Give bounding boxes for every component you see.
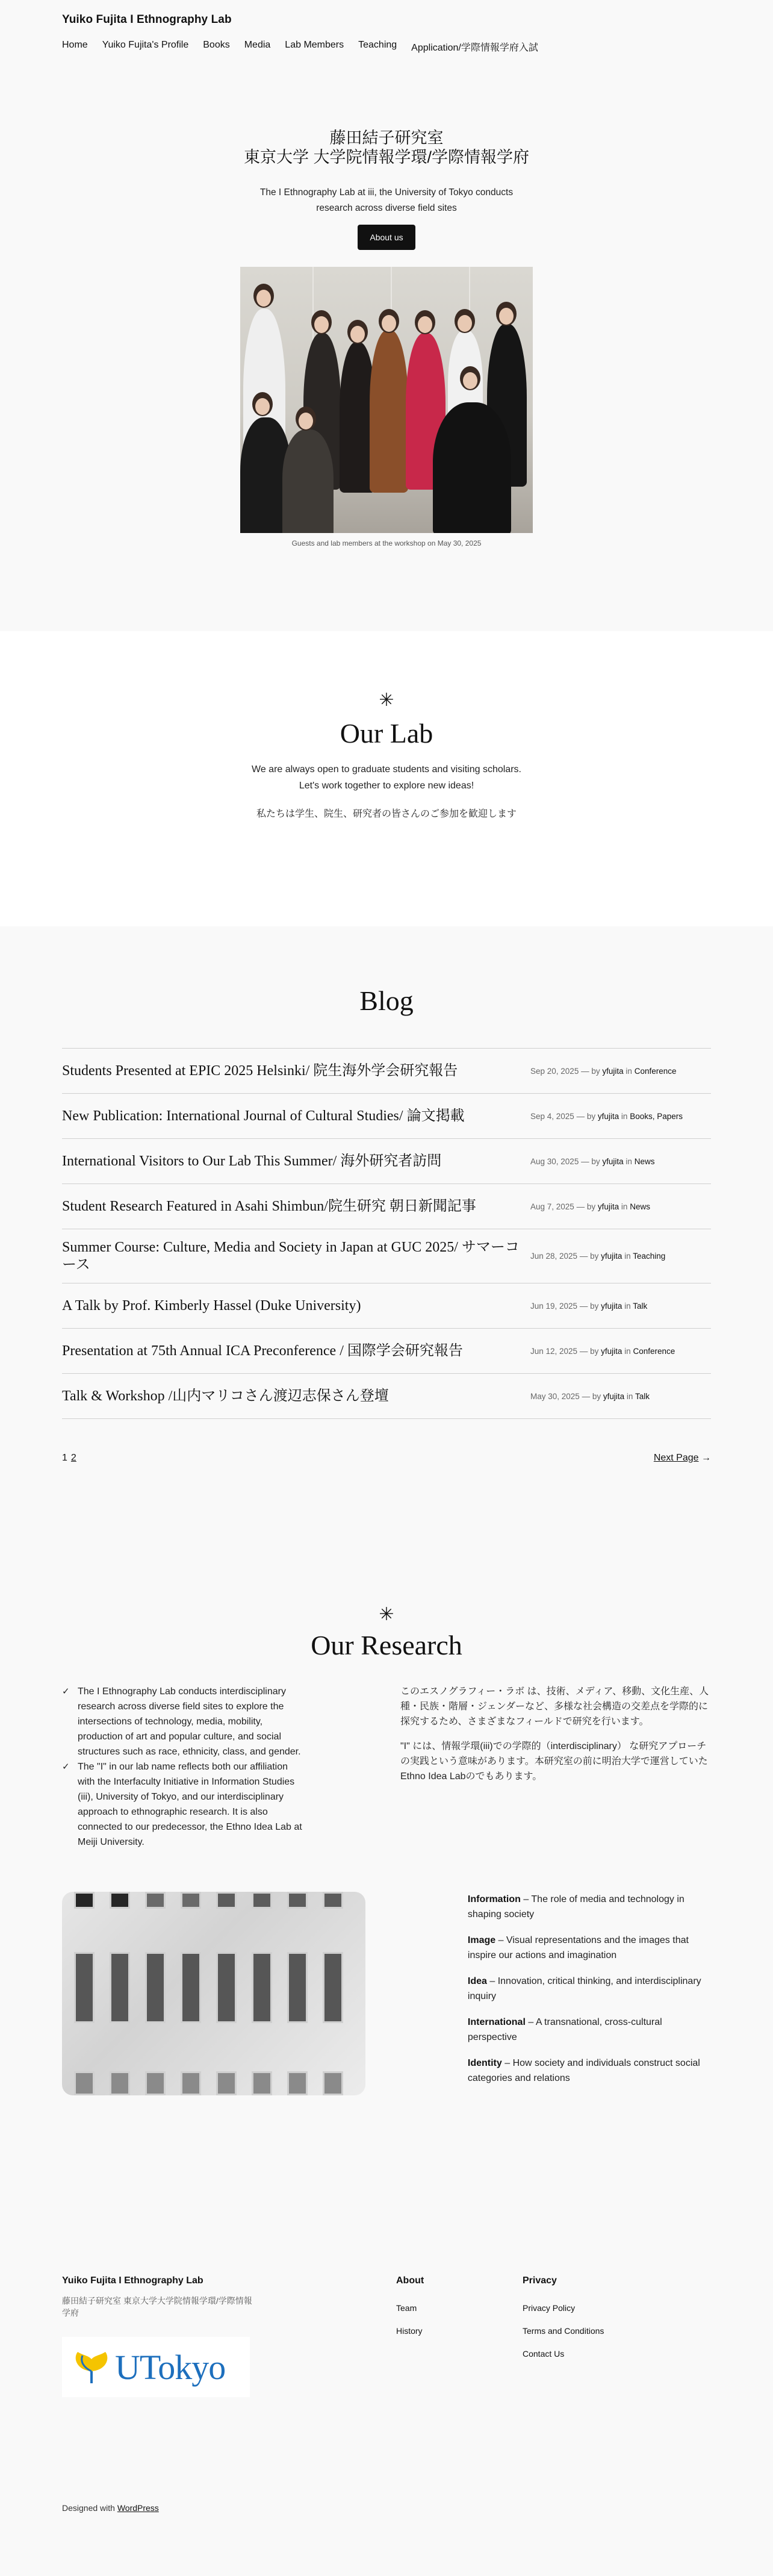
footer-about-heading: About [396,2275,424,2286]
ginkgo-leaf-icon [72,2347,111,2387]
post-title-link[interactable]: New Publication: International Journal of Cultural Studies/ 論文掲載 [62,1108,465,1124]
post-row [62,1374,711,1419]
post-meta: Sep 4, 2025 — by yfujita in Books, Papers [530,1111,683,1121]
footer-link-team[interactable]: Team [396,2303,417,2313]
research-title: Our Research [311,1630,462,1661]
building-photo [62,1892,365,2095]
hero-section [0,77,773,631]
definition-item: Identity – How society and individuals construct social categories and relations [467,2058,700,2083]
hero-title [0,128,773,167]
nav-home[interactable]: Home [62,40,88,50]
asterisk-icon: ✳ [379,690,394,710]
check-icon: ✓ [62,1762,70,1772]
lab-name-definitions [468,1892,711,2097]
arrow-right-icon: → [701,1453,711,1463]
post-row [62,1094,711,1139]
site-title-link[interactable]: Yuiko Fujita I Ethnography Lab [62,13,232,26]
footer-site-title[interactable]: Yuiko Fujita I Ethnography Lab [62,2275,203,2286]
blog-section [0,926,773,1538]
nav-application[interactable]: Application/学際情報学府入試 [411,43,538,53]
post-author-link[interactable]: yfujita [603,1391,625,1401]
pagination [62,1453,711,1464]
post-row [62,1329,711,1374]
footer-subtitle: 藤田結子研究室 東京大学大学院情報学環/学際情報学府 [62,2296,252,2318]
post-meta: Jun 19, 2025 — by yfujita in Talk [530,1301,648,1311]
hero-title-line1: 藤田結子研究室 [329,129,444,147]
post-category-link[interactable]: Talk [635,1391,650,1401]
post-title-link[interactable]: Talk & Workshop /山内マリコさん渡辺志保さん登壇 [62,1388,389,1404]
research-jp-paragraph-2: "I" には、情報学環(iii)での学際的（interdisciplinary） な研究アプローチの実践という意味があります。本研究室の前に明治大学で運営していたEthno Idea Labのでもあります。 [400,1741,708,1782]
research-jp-paragraph-1: このエスノグラフィー・ラボ は、技術、メディア、移動、文化生産、人種・民族・階層・ジェンダーなど、多様な社会構造の交差点を学際的に探究するため、さまざまなフィールドで研究を行います。 [400,1686,709,1727]
post-row [62,1283,711,1329]
post-title-link[interactable]: Student Research Featured in Asahi Shimbun/院生研究 朝日新聞記事 [62,1198,476,1214]
post-title-link[interactable]: Presentation at 75th Annual ICA Preconference / 国際学会研究報告 [62,1343,463,1359]
definition-item: Image – Visual representations and the images that inspire our actions and imagination [467,1935,689,1960]
list-item: ✓ The I Ethnography Lab conducts interdisciplinary research across diverse field sites to explore the intersections of technology, media, mobility, production of art and popular culture, and social structures such as race, ethnicity, class, and gender. [62,1684,303,1759]
pagination-current: 1 [62,1453,67,1463]
footer-privacy-column [523,2275,649,2397]
post-author-link[interactable]: yfujita [602,1156,624,1166]
research-check-list [62,1684,303,1850]
nav-books[interactable]: Books [203,40,230,50]
our-lab-text-line1: We are always open to graduate students and visiting scholars. [252,764,521,775]
post-row [62,1049,711,1094]
post-author-link[interactable]: yfujita [601,1301,622,1311]
utokyo-logo-text: UTokyo [115,2347,226,2387]
wordpress-link[interactable]: WordPress [117,2503,159,2513]
research-japanese-text [400,1684,710,1850]
our-lab-section [0,631,773,926]
definition-item: Information – The role of media and technology in shaping society [467,1894,685,1920]
main-nav [62,40,711,54]
asterisk-icon: ✳ [379,1605,394,1624]
post-category-link[interactable]: Conference [634,1066,677,1076]
footer-link-history[interactable]: History [396,2326,423,2336]
post-author-link[interactable]: yfujita [597,1111,619,1121]
footer-about-column [396,2275,523,2397]
post-row [62,1184,711,1229]
post-category-link[interactable]: Books, Papers [630,1111,683,1121]
post-author-link[interactable]: yfujita [602,1066,624,1076]
photo-caption: Guests and lab members at the workshop on May 30, 2025 [291,539,482,547]
site-header [0,0,773,77]
utokyo-logo [62,2337,250,2397]
footer-link-contact[interactable]: Contact Us [523,2349,565,2359]
footer-link-terms[interactable]: Terms and Conditions [523,2326,604,2336]
hero-title-line2: 東京大学 大学院情報学環/学際情報学府 [243,148,529,166]
post-category-link[interactable]: News [630,1202,650,1211]
post-category-link[interactable]: News [634,1156,655,1166]
footer-credit: Designed with WordPress [62,2503,159,2513]
nav-media[interactable]: Media [244,40,271,50]
post-category-link[interactable]: Teaching [633,1252,666,1261]
blog-title: Blog [359,985,414,1016]
footer-link-privacy-policy[interactable]: Privacy Policy [523,2303,576,2313]
post-meta: Aug 7, 2025 — by yfujita in News [530,1202,650,1211]
post-title-link[interactable]: International Visitors to Our Lab This Summer/ 海外研究者訪問 [62,1153,442,1169]
nav-teaching[interactable]: Teaching [358,40,397,50]
post-meta: Sep 20, 2025 — by yfujita in Conference [530,1066,677,1076]
post-title-link[interactable]: Summer Course: Culture, Media and Society in Japan at GUC 2025/ サマーコース [62,1239,520,1273]
our-lab-text-line2: Let's work together to explore new ideas! [299,781,474,791]
post-category-link[interactable]: Conference [633,1346,675,1356]
pagination-page-2[interactable]: 2 [70,1453,76,1463]
check-icon: ✓ [62,1686,70,1697]
post-title-link[interactable]: Students Presented at EPIC 2025 Helsinki/ 院生海外学会研究報告 [62,1062,458,1079]
next-page-link[interactable]: Next Page → [653,1453,711,1463]
list-item: ✓ The "I" in our lab name reflects both our affiliation with the Interfaculty Initiative in Information Studies (iii), University of Tokyo, and our interdisciplinary approach to ethnographic research. It is also connected to our predecessor, the Ethno Idea Lab at Meiji University. [62,1759,303,1850]
nav-lab-members[interactable]: Lab Members [285,40,344,50]
post-author-link[interactable]: yfujita [601,1346,622,1356]
post-meta: Aug 30, 2025 — by yfujita in News [530,1156,655,1166]
our-lab-text [0,761,773,794]
research-section [0,1538,773,2222]
post-title-link[interactable]: A Talk by Prof. Kimberly Hassel (Duke University) [62,1297,361,1314]
post-list [62,1048,711,1419]
post-meta: Jun 12, 2025 — by yfujita in Conference [530,1346,675,1356]
definition-item: Idea – Innovation, critical thinking, and interdisciplinary inquiry [467,1976,701,2001]
footer-privacy-heading: Privacy [523,2275,557,2286]
post-row [62,1139,711,1184]
about-us-button[interactable]: About us [358,225,415,250]
our-lab-text-jp: 私たちは学生、院生、研究者の皆さんのご参加を歓迎します [256,809,517,819]
definition-item: International – A transnational, cross-cultural perspective [467,2017,662,2042]
nav-profile[interactable]: Yuiko Fujita's Profile [102,40,189,50]
hero-description: The I Ethnography Lab at iii, the University of Tokyo conducts research across diverse field sites [259,187,514,213]
post-author-link[interactable]: yfujita [601,1252,622,1261]
post-meta: May 30, 2025 — by yfujita in Talk [530,1391,650,1401]
post-meta: Jun 28, 2025 — by yfujita in Teaching [530,1252,666,1261]
group-photo [240,267,533,533]
post-category-link[interactable]: Talk [633,1301,648,1311]
post-row [62,1229,711,1283]
our-lab-title: Our Lab [340,718,433,749]
site-footer [0,2222,773,2575]
post-author-link[interactable]: yfujita [597,1202,619,1211]
